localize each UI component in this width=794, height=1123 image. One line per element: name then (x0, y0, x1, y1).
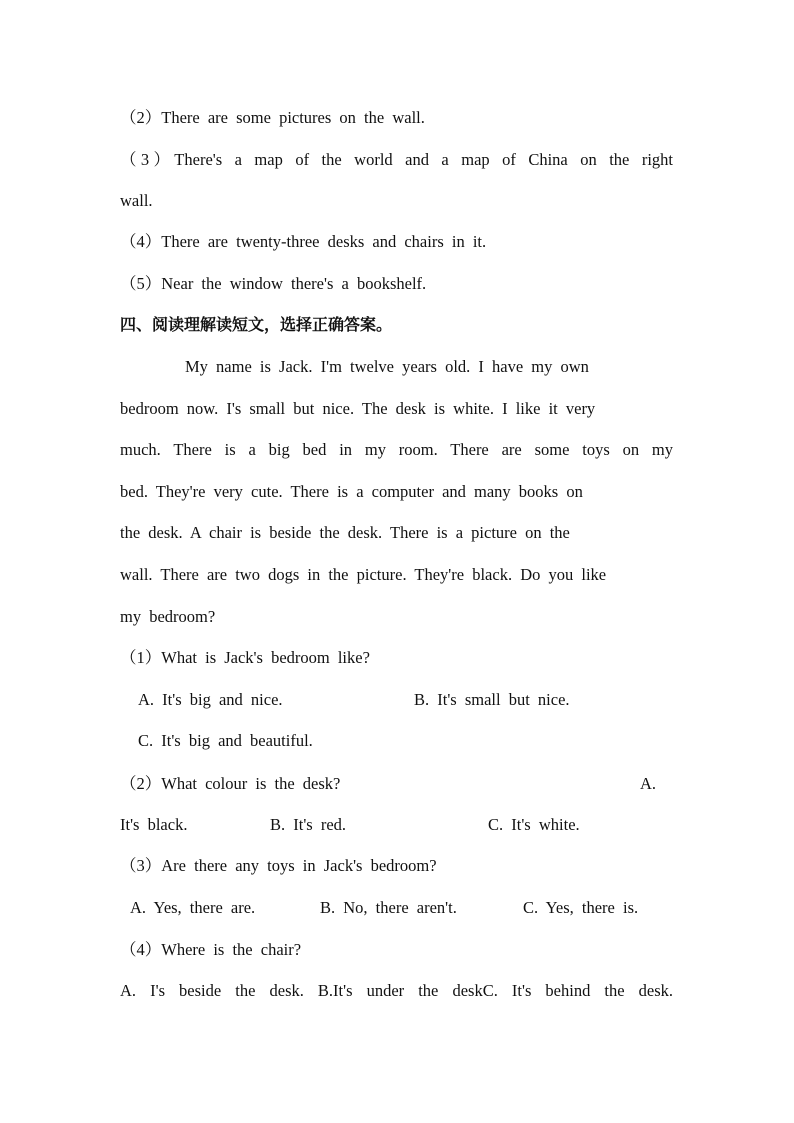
item-4: （4）There are twenty-three desks and chairs in it. (120, 232, 487, 251)
q2-option-a-text: It's black. (120, 815, 188, 834)
passage-line-2: bedroom now. I's small but nice. The desk is white. I like it very (120, 399, 596, 418)
q3-option-c: C. Yes, there is. (523, 898, 639, 917)
item-3: （3）There's a map of the world and a map of China on the right (120, 150, 673, 169)
question-3: （3）Are there any toys in Jack's bedroom? (120, 856, 437, 875)
q4-options: A. I's beside the desk. B.It's under the deskC. It's behind the desk. (120, 981, 673, 1000)
q3-option-a: A. Yes, there are. (130, 898, 256, 917)
question-2: （2）What colour is the desk? (120, 774, 341, 793)
item-5: （5）Near the window there's a bookshelf. (120, 274, 427, 293)
item-2: （2）There are some pictures on the wall. (120, 108, 425, 127)
question-4: （4）Where is the chair? (120, 940, 302, 959)
passage-line-5: the desk. A chair is beside the desk. There is a picture on the (120, 523, 570, 542)
passage-line-7: my bedroom? (120, 607, 216, 626)
passage-line-4: bed. They're very cute. There is a computer and many books on (120, 482, 583, 501)
q1-option-b: B. It's small but nice. (414, 690, 570, 709)
q2-option-a-letter: A. (640, 774, 657, 793)
item-3-continued: wall. (120, 191, 153, 210)
question-1: （1）What is Jack's bedroom like? (120, 648, 370, 667)
passage-line-3: much. There is a big bed in my room. There are some toys on my (120, 440, 673, 459)
passage-line-1: My name is Jack. I'm twelve years old. I have my own (185, 357, 589, 376)
q2-option-c: C. It's white. (488, 815, 580, 834)
q1-option-c: C. It's big and beautiful. (138, 731, 313, 750)
q3-option-b: B. No, there aren't. (320, 898, 457, 917)
section-heading: 四、阅读理解读短文，选择正确答案。 (120, 315, 393, 334)
passage-line-6: wall. There are two dogs in the picture. They're black. Do you like (120, 565, 607, 584)
q1-option-a: A. It's big and nice. (138, 690, 283, 709)
q2-option-b: B. It's red. (270, 815, 347, 834)
